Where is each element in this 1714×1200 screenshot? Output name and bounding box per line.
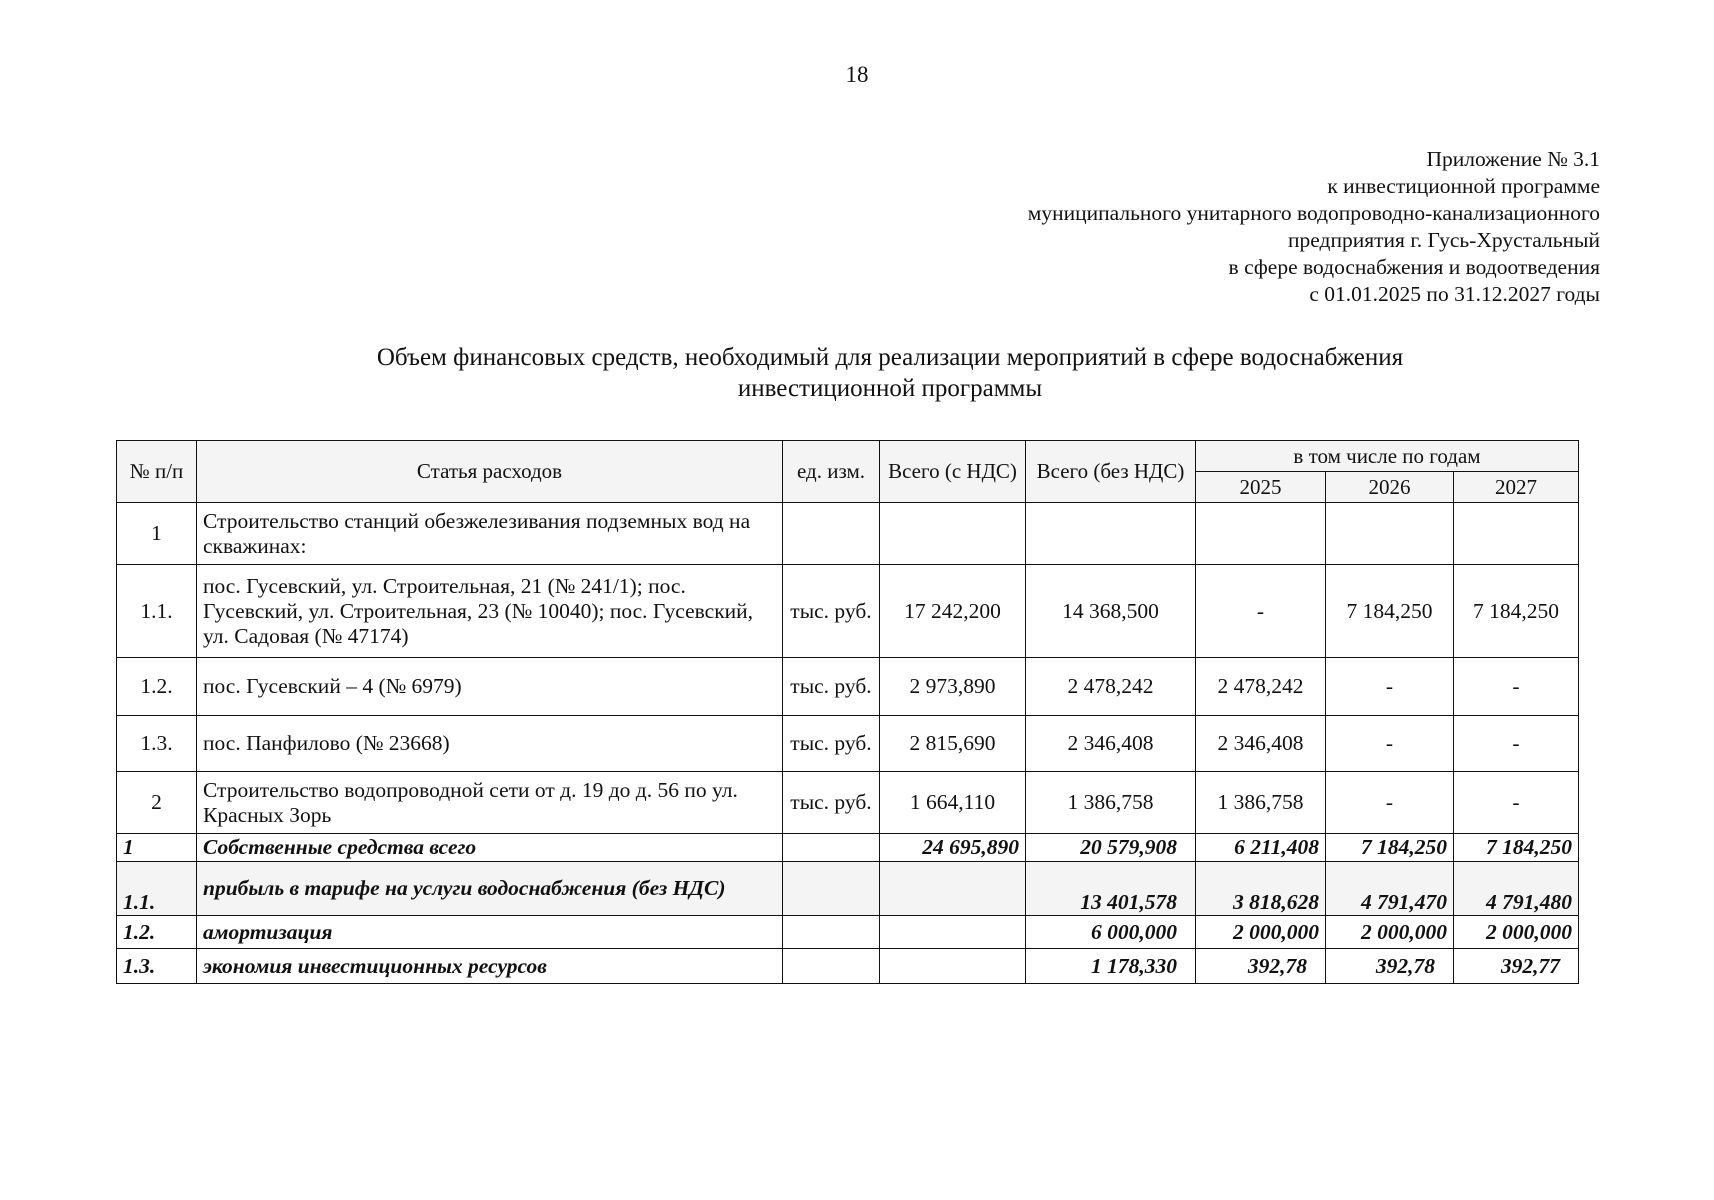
cell-2025: 1 386,758 [1196, 772, 1326, 834]
cell-total-vat: 2 815,690 [880, 716, 1026, 772]
table-row [117, 503, 1579, 565]
appendix-line: муниципального унитарного водопроводно-канализационного [1027, 201, 1600, 225]
cell-total-vat: 2 973,890 [880, 658, 1026, 716]
cell-2027: - [1454, 658, 1579, 716]
cell-unit: тыс. руб. [783, 772, 880, 834]
table-row [117, 658, 1579, 716]
table-row-total [117, 834, 1579, 862]
table-row-subtotal [117, 916, 1579, 949]
header-by-years: в том числе по годам [1196, 441, 1579, 472]
header-item: Статья расходов [197, 441, 783, 503]
cell-2026: - [1326, 716, 1454, 772]
cell-num: 1.3. [117, 949, 197, 984]
cell-total-novat: 2 346,408 [1026, 716, 1196, 772]
cell-unit [783, 862, 880, 916]
cell-2027: 7 184,250 [1454, 834, 1579, 862]
table-header-row [117, 441, 1579, 472]
cell-2025: 2 346,408 [1196, 716, 1326, 772]
cell-item: пос. Панфилово (№ 23668) [197, 716, 783, 772]
cell-num: 1.3. [117, 716, 197, 772]
cell-unit [783, 834, 880, 862]
cell-item: амортизация [197, 916, 783, 949]
appendix-line: Приложение № 3.1 [1426, 147, 1600, 171]
cell-2025 [1196, 503, 1326, 565]
cell-2026: 7 184,250 [1326, 565, 1454, 658]
appendix-header [1028, 146, 1600, 308]
cell-2025: 2 000,000 [1196, 916, 1326, 949]
cell-total-vat [880, 916, 1026, 949]
cell-total-novat: 13 401,578 [1026, 862, 1196, 916]
cell-2026: - [1326, 772, 1454, 834]
header-year-2025: 2025 [1196, 472, 1326, 503]
cell-total-vat [880, 949, 1026, 984]
cell-total-novat [1026, 503, 1196, 565]
cell-num: 1.1. [117, 565, 197, 658]
cell-unit: тыс. руб. [783, 658, 880, 716]
appendix-line: в сфере водоснабжения и водоотведения [1228, 255, 1600, 279]
table-row [117, 716, 1579, 772]
cell-num: 1.1. [117, 862, 197, 916]
cell-2026: 392,78 [1326, 949, 1454, 984]
table-row [117, 565, 1579, 658]
cell-total-vat: 17 242,200 [880, 565, 1026, 658]
cell-2026: 7 184,250 [1326, 834, 1454, 862]
cell-2026 [1326, 503, 1454, 565]
cell-num: 2 [117, 772, 197, 834]
cell-2027: 392,77 [1454, 949, 1579, 984]
cell-unit: тыс. руб. [783, 716, 880, 772]
cell-total-vat [880, 862, 1026, 916]
cell-num: 1 [117, 834, 197, 862]
cell-2025: 2 478,242 [1196, 658, 1326, 716]
cell-num: 1.2. [117, 658, 197, 716]
cell-2026: 4 791,470 [1326, 862, 1454, 916]
cell-2025: 6 211,408 [1196, 834, 1326, 862]
cell-unit [783, 916, 880, 949]
page-number: 18 [845, 62, 869, 87]
cell-total-novat: 2 478,242 [1026, 658, 1196, 716]
cell-2025: 392,78 [1196, 949, 1326, 984]
header-unit: ед. изм. [783, 441, 880, 503]
cell-2027: - [1454, 772, 1579, 834]
title-line-2: инвестиционной программы [737, 375, 1043, 402]
header-total-novat: Всего (без НДС) [1026, 441, 1196, 503]
financial-table [116, 440, 1579, 984]
header-year-2026: 2026 [1326, 472, 1454, 503]
cell-total-novat: 1 178,330 [1026, 949, 1196, 984]
cell-2027: 2 000,000 [1454, 916, 1579, 949]
cell-item: пос. Гусевский – 4 (№ 6979) [197, 658, 783, 716]
cell-total-vat: 1 664,110 [880, 772, 1026, 834]
document-title [240, 342, 1540, 404]
cell-item: Собственные средства всего [197, 834, 783, 862]
table-row [117, 772, 1579, 834]
cell-2025: - [1196, 565, 1326, 658]
cell-item: Строительство станций обезжелезивания подземных вод на скважинах: [197, 503, 783, 565]
appendix-line: с 01.01.2025 по 31.12.2027 годы [1309, 282, 1600, 306]
cell-total-novat: 20 579,908 [1026, 834, 1196, 862]
cell-2027: 4 791,480 [1454, 862, 1579, 916]
title-line-1: Объем финансовых средств, необходимый для реализации мероприятий в сфере водоснабжения [376, 344, 1404, 371]
cell-2026: 2 000,000 [1326, 916, 1454, 949]
cell-2027 [1454, 503, 1579, 565]
cell-item: прибыль в тарифе на услуги водоснабжения (без НДС) [197, 862, 783, 916]
cell-2025: 3 818,628 [1196, 862, 1326, 916]
cell-num: 1.2. [117, 916, 197, 949]
cell-num: 1 [117, 503, 197, 565]
appendix-line: предприятия г. Гусь-Хрустальный [1288, 228, 1600, 252]
header-total-vat: Всего (с НДС) [880, 441, 1026, 503]
cell-item: экономия инвестиционных ресурсов [197, 949, 783, 984]
cell-unit: тыс. руб. [783, 565, 880, 658]
cell-total-novat: 6 000,000 [1026, 916, 1196, 949]
appendix-line: к инвестиционной программе [1327, 174, 1600, 198]
cell-item: Строительство водопроводной сети от д. 19 до д. 56 по ул. Красных Зорь [197, 772, 783, 834]
header-year-2027: 2027 [1454, 472, 1579, 503]
table-row-subtotal [117, 949, 1579, 984]
cell-total-novat: 14 368,500 [1026, 565, 1196, 658]
cell-total-novat: 1 386,758 [1026, 772, 1196, 834]
table-row-subtotal [117, 862, 1579, 916]
cell-2026: - [1326, 658, 1454, 716]
cell-2027: - [1454, 716, 1579, 772]
header-num: № п/п [117, 441, 197, 503]
cell-item: пос. Гусевский, ул. Строительная, 21 (№ 241/1); пос. Гусевский, ул. Строительная, 23 (№ 10040); пос. Гусевский, ул. Садовая (№ 47174) [197, 565, 783, 658]
cell-total-vat: 24 695,890 [880, 834, 1026, 862]
cell-unit [783, 949, 880, 984]
cell-unit [783, 503, 880, 565]
cell-2027: 7 184,250 [1454, 565, 1579, 658]
cell-total-vat [880, 503, 1026, 565]
